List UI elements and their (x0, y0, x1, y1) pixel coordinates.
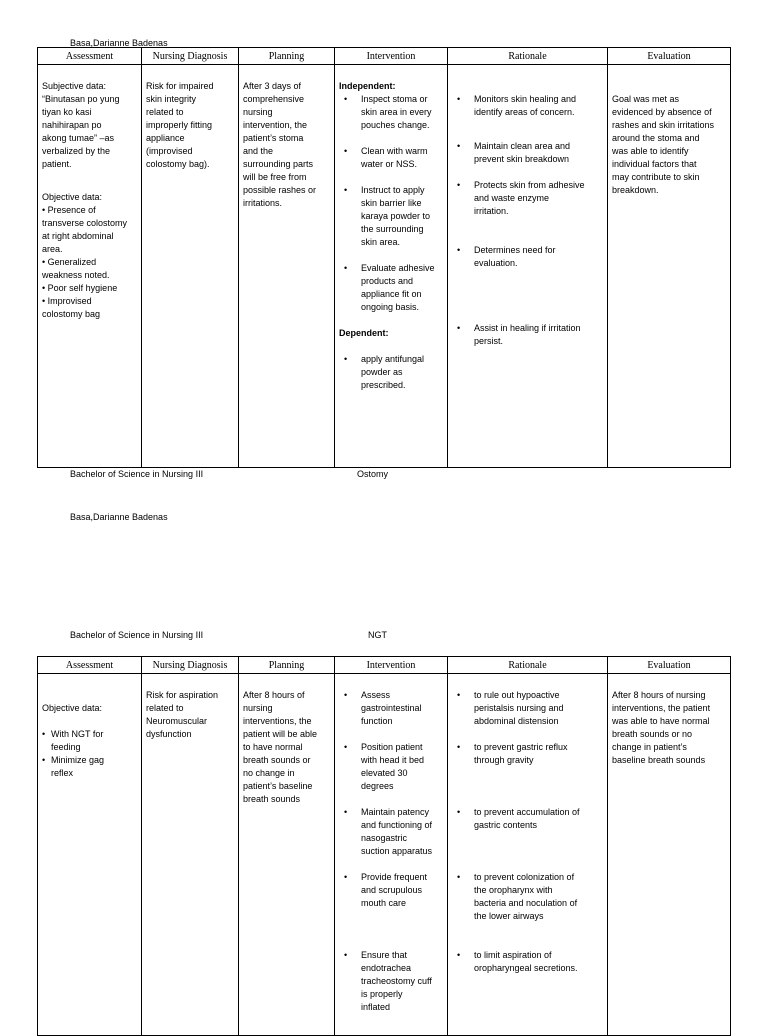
diagnosis-cell (142, 65, 239, 468)
col-assessment: Assessment (38, 48, 142, 65)
intervention-cell (335, 674, 448, 1036)
col-planning: Planning (239, 657, 335, 674)
course-name: Bachelor of Science in Nursing III (70, 630, 204, 640)
col-intervention: Intervention (335, 657, 448, 674)
planning-text: After 3 days of comprehensive nursing intervention, the patient’s stoma and the surrounding parts will be free from possible rashes or irritations. (243, 81, 317, 208)
rationale-item: • to prevent colonization of the oropharynx with bacteria and noculation of the lower airways (452, 871, 604, 923)
author-name: Basa,Darianne Badenas (70, 38, 168, 48)
intervention-cell (335, 65, 448, 468)
rationale-item: • to rule out hypoactive peristalsis nursing and abdominal distension (452, 689, 604, 728)
rationale-item: • to prevent gastric reflux through gravity (452, 741, 604, 767)
author-name: Basa,Darianne Badenas (70, 512, 168, 522)
rationale-item: • Determines need for evaluation. (452, 244, 604, 270)
assessment-cell (38, 674, 142, 1036)
intervention-item: • Instruct to apply skin barrier like karaya powder to the surrounding skin area. (339, 184, 444, 249)
intervention-item: • Inspect stoma or skin area in every pouches change. (339, 93, 444, 132)
rationale-item: • Protects skin from adhesive and waste enzyme irritation. (452, 179, 604, 218)
topic-name: NGT (368, 630, 387, 640)
intervention-item: • Evaluate adhesive products and appliance fit on ongoing basis. (339, 262, 444, 314)
diagnosis-text: Risk for aspiration related to Neuromuscular dysfunction (146, 690, 219, 739)
objective-item: • Presence of transverse colostomy at right abdominal area. (42, 205, 128, 254)
col-evaluation: Evaluation (608, 657, 731, 674)
objective-item: • Generalized weakness noted. (42, 257, 110, 280)
subjective-text: “Binutasan po yung tiyan ko kasi nahihirapan po akong tumae” –as verbalized by the patient. (42, 94, 120, 169)
intervention-item: • Maintain patency and functioning of nasogastric suction apparatus (339, 806, 444, 858)
assessment-cell (38, 65, 142, 468)
footer-topic: Ostomy (357, 469, 389, 479)
care-plan-table-ngt (37, 656, 731, 1036)
col-rationale: Rationale (448, 657, 608, 674)
rationale-item: • Monitors skin healing and identify areas of concern. (452, 93, 604, 119)
planning-text: After 8 hours of nursing interventions, the patient will be able to have normal breath sounds or no change in patient’s baseline breath sounds (243, 690, 318, 804)
planning-cell (239, 65, 335, 468)
subjective-label: Subjective data: (42, 81, 107, 91)
col-intervention: Intervention (335, 48, 448, 65)
col-nursing-diagnosis: Nursing Diagnosis (142, 657, 239, 674)
intervention-item: • Provide frequent and scrupulous mouth care (339, 871, 444, 910)
rationale-item: • to prevent accumulation of gastric contents (452, 806, 604, 832)
col-nursing-diagnosis: Nursing Diagnosis (142, 48, 239, 65)
intervention-item: • Clean with warm water or NSS. (339, 145, 444, 171)
objective-item: • Minimize gag reflex (42, 754, 138, 780)
col-planning: Planning (239, 48, 335, 65)
evaluation-cell (608, 65, 731, 468)
independent-label: Independent: (339, 81, 396, 91)
evaluation-text: After 8 hours of nursing interventions, the patient was able to have normal breath sounds or no change in patient’s baseline breath sounds (612, 690, 711, 765)
intervention-item: • Position patient with head it bed elevated 30 degrees (339, 741, 444, 793)
planning-cell (239, 674, 335, 1036)
col-assessment: Assessment (38, 657, 142, 674)
diagnosis-text: Risk for impaired skin integrity related to improperly fitting appliance (improvised colostomy bag). (146, 81, 214, 169)
header-row (38, 657, 731, 674)
rationale-cell (448, 65, 608, 468)
objective-item: • With NGT for feeding (42, 728, 138, 754)
care-plan-table-ostomy (37, 47, 731, 468)
intervention-item: • Assess gastrointestinal function (339, 689, 444, 728)
rationale-item: • Assist in healing if irritation persist. (452, 322, 604, 348)
diagnosis-cell (142, 674, 239, 1036)
objective-item: • Poor self hygiene (42, 283, 118, 293)
col-rationale: Rationale (448, 48, 608, 65)
content-row (38, 674, 731, 1036)
footer-course: Bachelor of Science in Nursing III (70, 469, 204, 479)
col-evaluation: Evaluation (608, 48, 731, 65)
objective-item: • Improvised colostomy bag (42, 296, 101, 319)
objective-label: Objective data: (42, 703, 103, 713)
rationale-cell (448, 674, 608, 1036)
content-row (38, 65, 731, 468)
intervention-item: • Ensure that endotrachea tracheostomy cuff is properly inflated (339, 949, 444, 1014)
intervention-item: • apply antifungal powder as prescribed. (339, 353, 444, 392)
rationale-item: • to limit aspiration of oropharyngeal secretions. (452, 949, 604, 975)
objective-label: Objective data: (42, 192, 103, 202)
evaluation-cell (608, 674, 731, 1036)
dependent-label: Dependent: (339, 328, 389, 338)
evaluation-text: Goal was met as evidenced by absence of rashes and skin irritations around the stoma and was able to identify individual factors that may contribute to skin breakdown. (612, 94, 715, 195)
rationale-item: • Maintain clean area and prevent skin breakdown (452, 140, 604, 166)
header-row (38, 48, 731, 65)
